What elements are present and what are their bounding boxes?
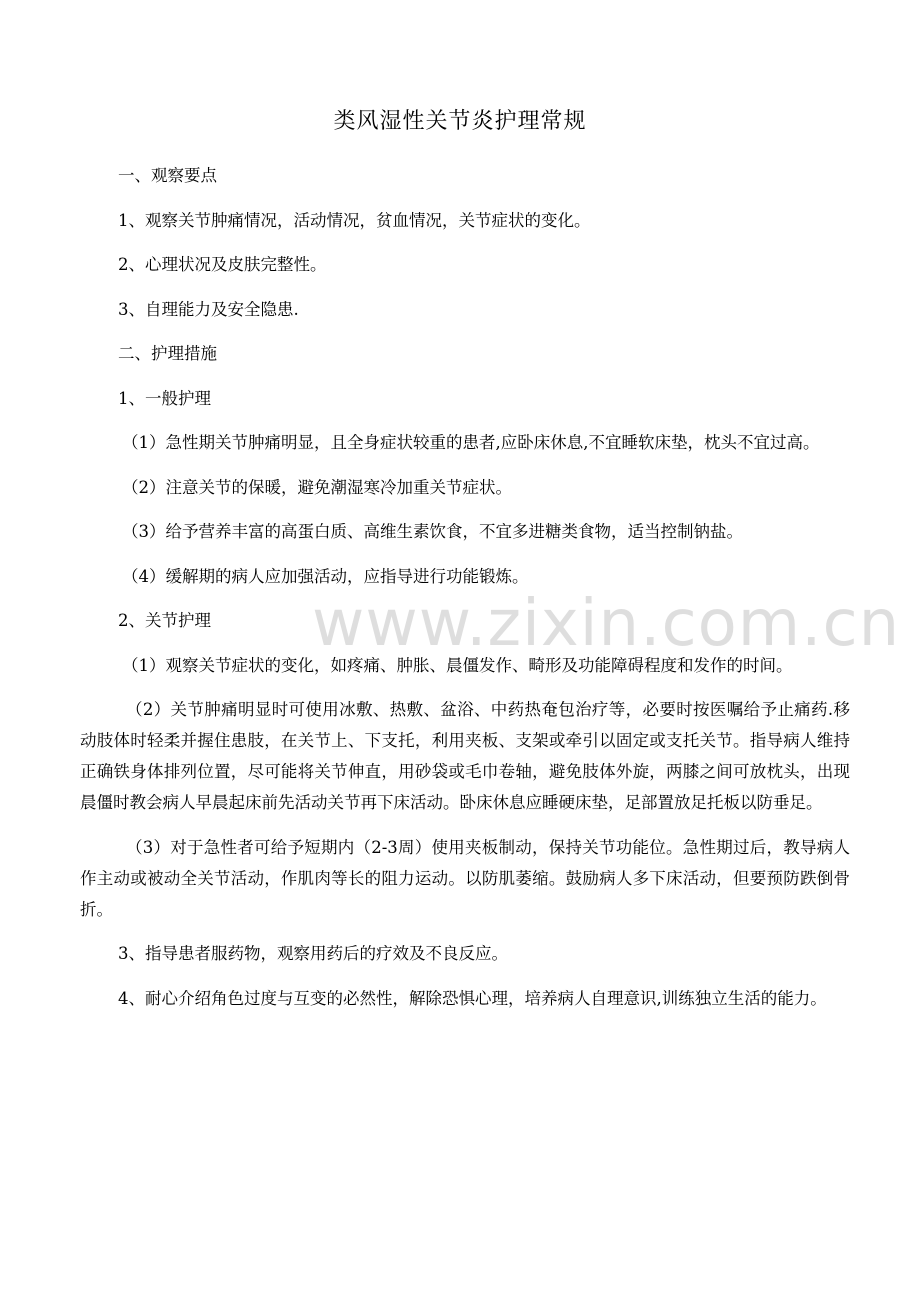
general-care-item-2: （2）注意关节的保暖，避免潮湿寒冷加重关节症状。 xyxy=(122,477,512,497)
document-body xyxy=(80,160,850,1027)
section-heading-observation: 一、观察要点 xyxy=(118,166,217,185)
document-title: 类风湿性关节炎护理常规 xyxy=(333,109,587,134)
joint-care-item-1: （1）观察关节症状的变化，如疼痛、肿胀、晨僵发作、畸形及功能障碍程度和发作的时间。 xyxy=(122,655,793,675)
nursing-item-4: 4、耐心介绍角色过度与互变的必然性，解除恐惧心理，培养病人自理意识,训练独立生活的能力。 xyxy=(118,988,827,1008)
observation-item-2: 2、心理状况及皮肤完整性。 xyxy=(118,255,327,274)
general-care-item-3: （3）给予营养丰富的高蛋白质、高维生素饮食，不宜多进糖类食物，适当控制钠盐。 xyxy=(122,522,743,541)
joint-care-item-3: （3）对于急性者可给予短期内（2-3周）使用夹板制动，保持关节功能位。急性期过后，教导病人作主动或被动全关节活动，作肌肉等长的阻力运动。以防肌萎缩。鼓励病人多下床活动，但要预防跌倒骨折。 xyxy=(80,837,850,919)
observation-item-1: 1、观察关节肿痛情况，活动情况，贫血情况，关节症状的变化。 xyxy=(118,210,591,230)
section-heading-nursing-measures: 二、护理措施 xyxy=(118,344,217,363)
subsection-heading-joint-care: 2、关节护理 xyxy=(118,611,211,630)
watermark: www.zixin.com.cn xyxy=(312,587,901,661)
nursing-item-3: 3、指导患者服药物，观察用药后的疗效及不良反应。 xyxy=(118,944,508,963)
subsection-heading-general-care: 1、一般护理 xyxy=(118,388,211,408)
observation-item-3: 3、自理能力及安全隐患. xyxy=(118,299,299,319)
general-care-item-1: （1）急性期关节肿痛明显，且全身症状较重的患者,应卧床休息,不宜睡软床垫，枕头不宜过高。 xyxy=(122,433,820,452)
joint-care-item-2: （2）关节肿痛明显时可使用冰敷、热敷、盆浴、中药热奄包治疗等，必要时按医嘱给予止痛药.移动肢体时轻柔并握住患肢，在关节上、下支托，利用夹板、支架或牵引以固定或支托关节。指导病人维持正确铁身体排列位置，尽可能将关节伸直，用砂袋或毛巾卷轴，避免肢体外旋，两膝之间可放枕头，出现晨僵时教会病人早晨起床前先活动关节再下床活动。卧床休息应睡硬床垫，足部置放足托板以防垂足。 xyxy=(80,700,850,812)
general-care-item-4: （4）缓解期的病人应加强活动，应指导进行功能锻炼。 xyxy=(122,566,529,586)
